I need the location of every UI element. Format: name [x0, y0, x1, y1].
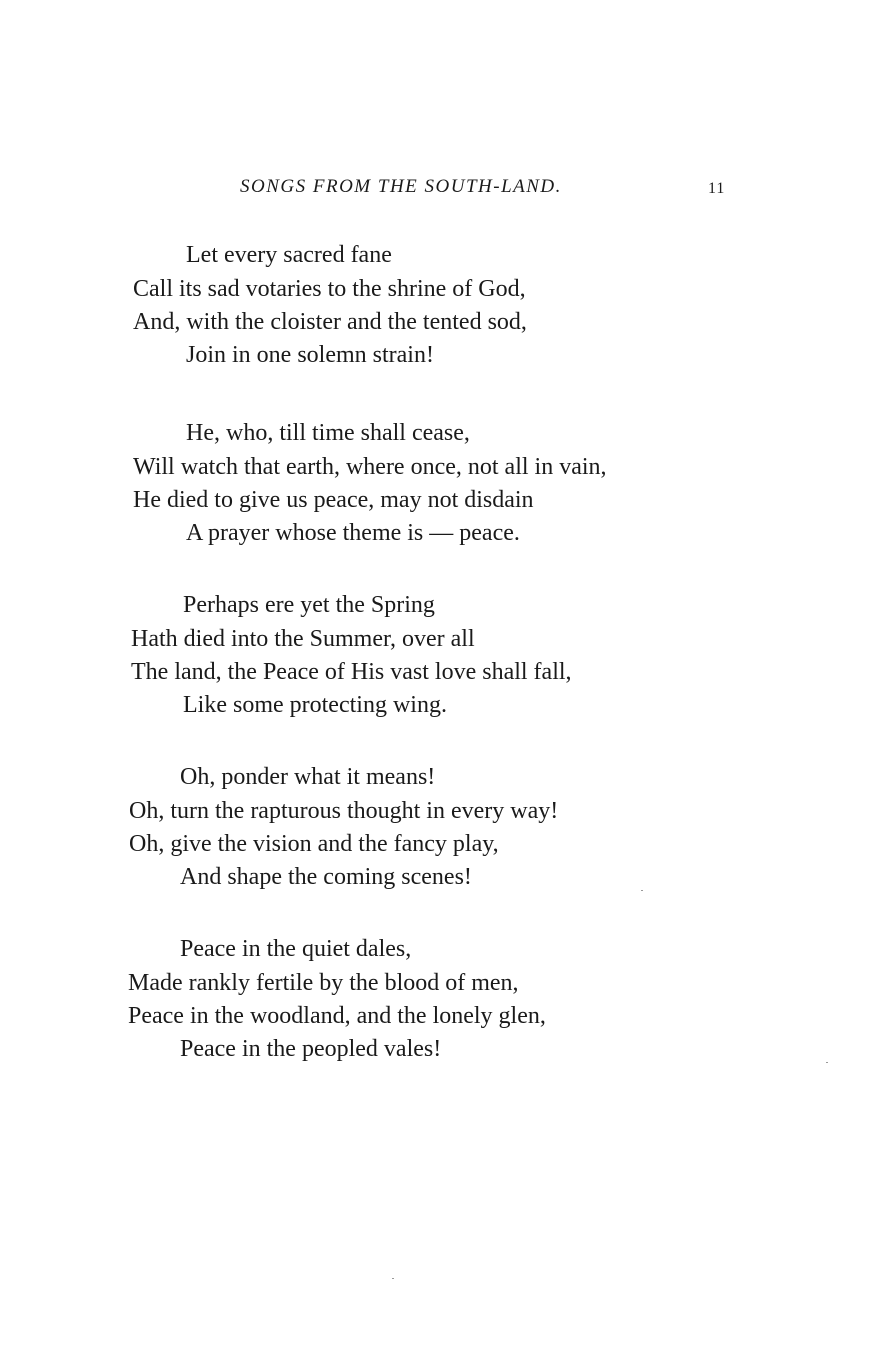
poem-line: Peace in the peopled vales! [180, 1036, 442, 1062]
poem-line: Oh, turn the rapturous thought in every way! [129, 798, 559, 824]
poem-line: Like some protecting wing. [183, 692, 447, 718]
poem-line: Made rankly fertile by the blood of men, [128, 970, 519, 996]
poem-line: Peace in the quiet dales, [180, 936, 412, 962]
poem-line: Peace in the woodland, and the lonely glen, [128, 1003, 546, 1029]
scan-speck [826, 1062, 828, 1063]
poem-line: He, who, till time shall cease, [186, 420, 470, 446]
poem-line: Let every sacred fane [186, 242, 392, 268]
scan-speck [641, 890, 643, 891]
scan-speck [392, 1278, 394, 1279]
poem-line: Join in one solemn strain! [186, 342, 434, 368]
poem-line: Call its sad votaries to the shrine of God, [133, 276, 526, 302]
poem-line: Perhaps ere yet the Spring [183, 592, 435, 618]
poem-line: And, with the cloister and the tented sod, [133, 309, 527, 335]
poem-line: Oh, ponder what it means! [180, 764, 436, 790]
poem-line: A prayer whose theme is — peace. [186, 520, 520, 546]
poem-line: Will watch that earth, where once, not all in vain, [133, 454, 607, 480]
page-number: 11 [708, 180, 726, 197]
poem-line: The land, the Peace of His vast love shall fall, [131, 659, 572, 685]
poem-line: And shape the coming scenes! [180, 864, 472, 890]
poem-line: He died to give us peace, may not disdain [133, 487, 534, 513]
running-title: SONGS FROM THE SOUTH-LAND. [240, 176, 562, 197]
poem-line: Oh, give the vision and the fancy play, [129, 831, 499, 857]
poem-line: Hath died into the Summer, over all [131, 626, 475, 652]
